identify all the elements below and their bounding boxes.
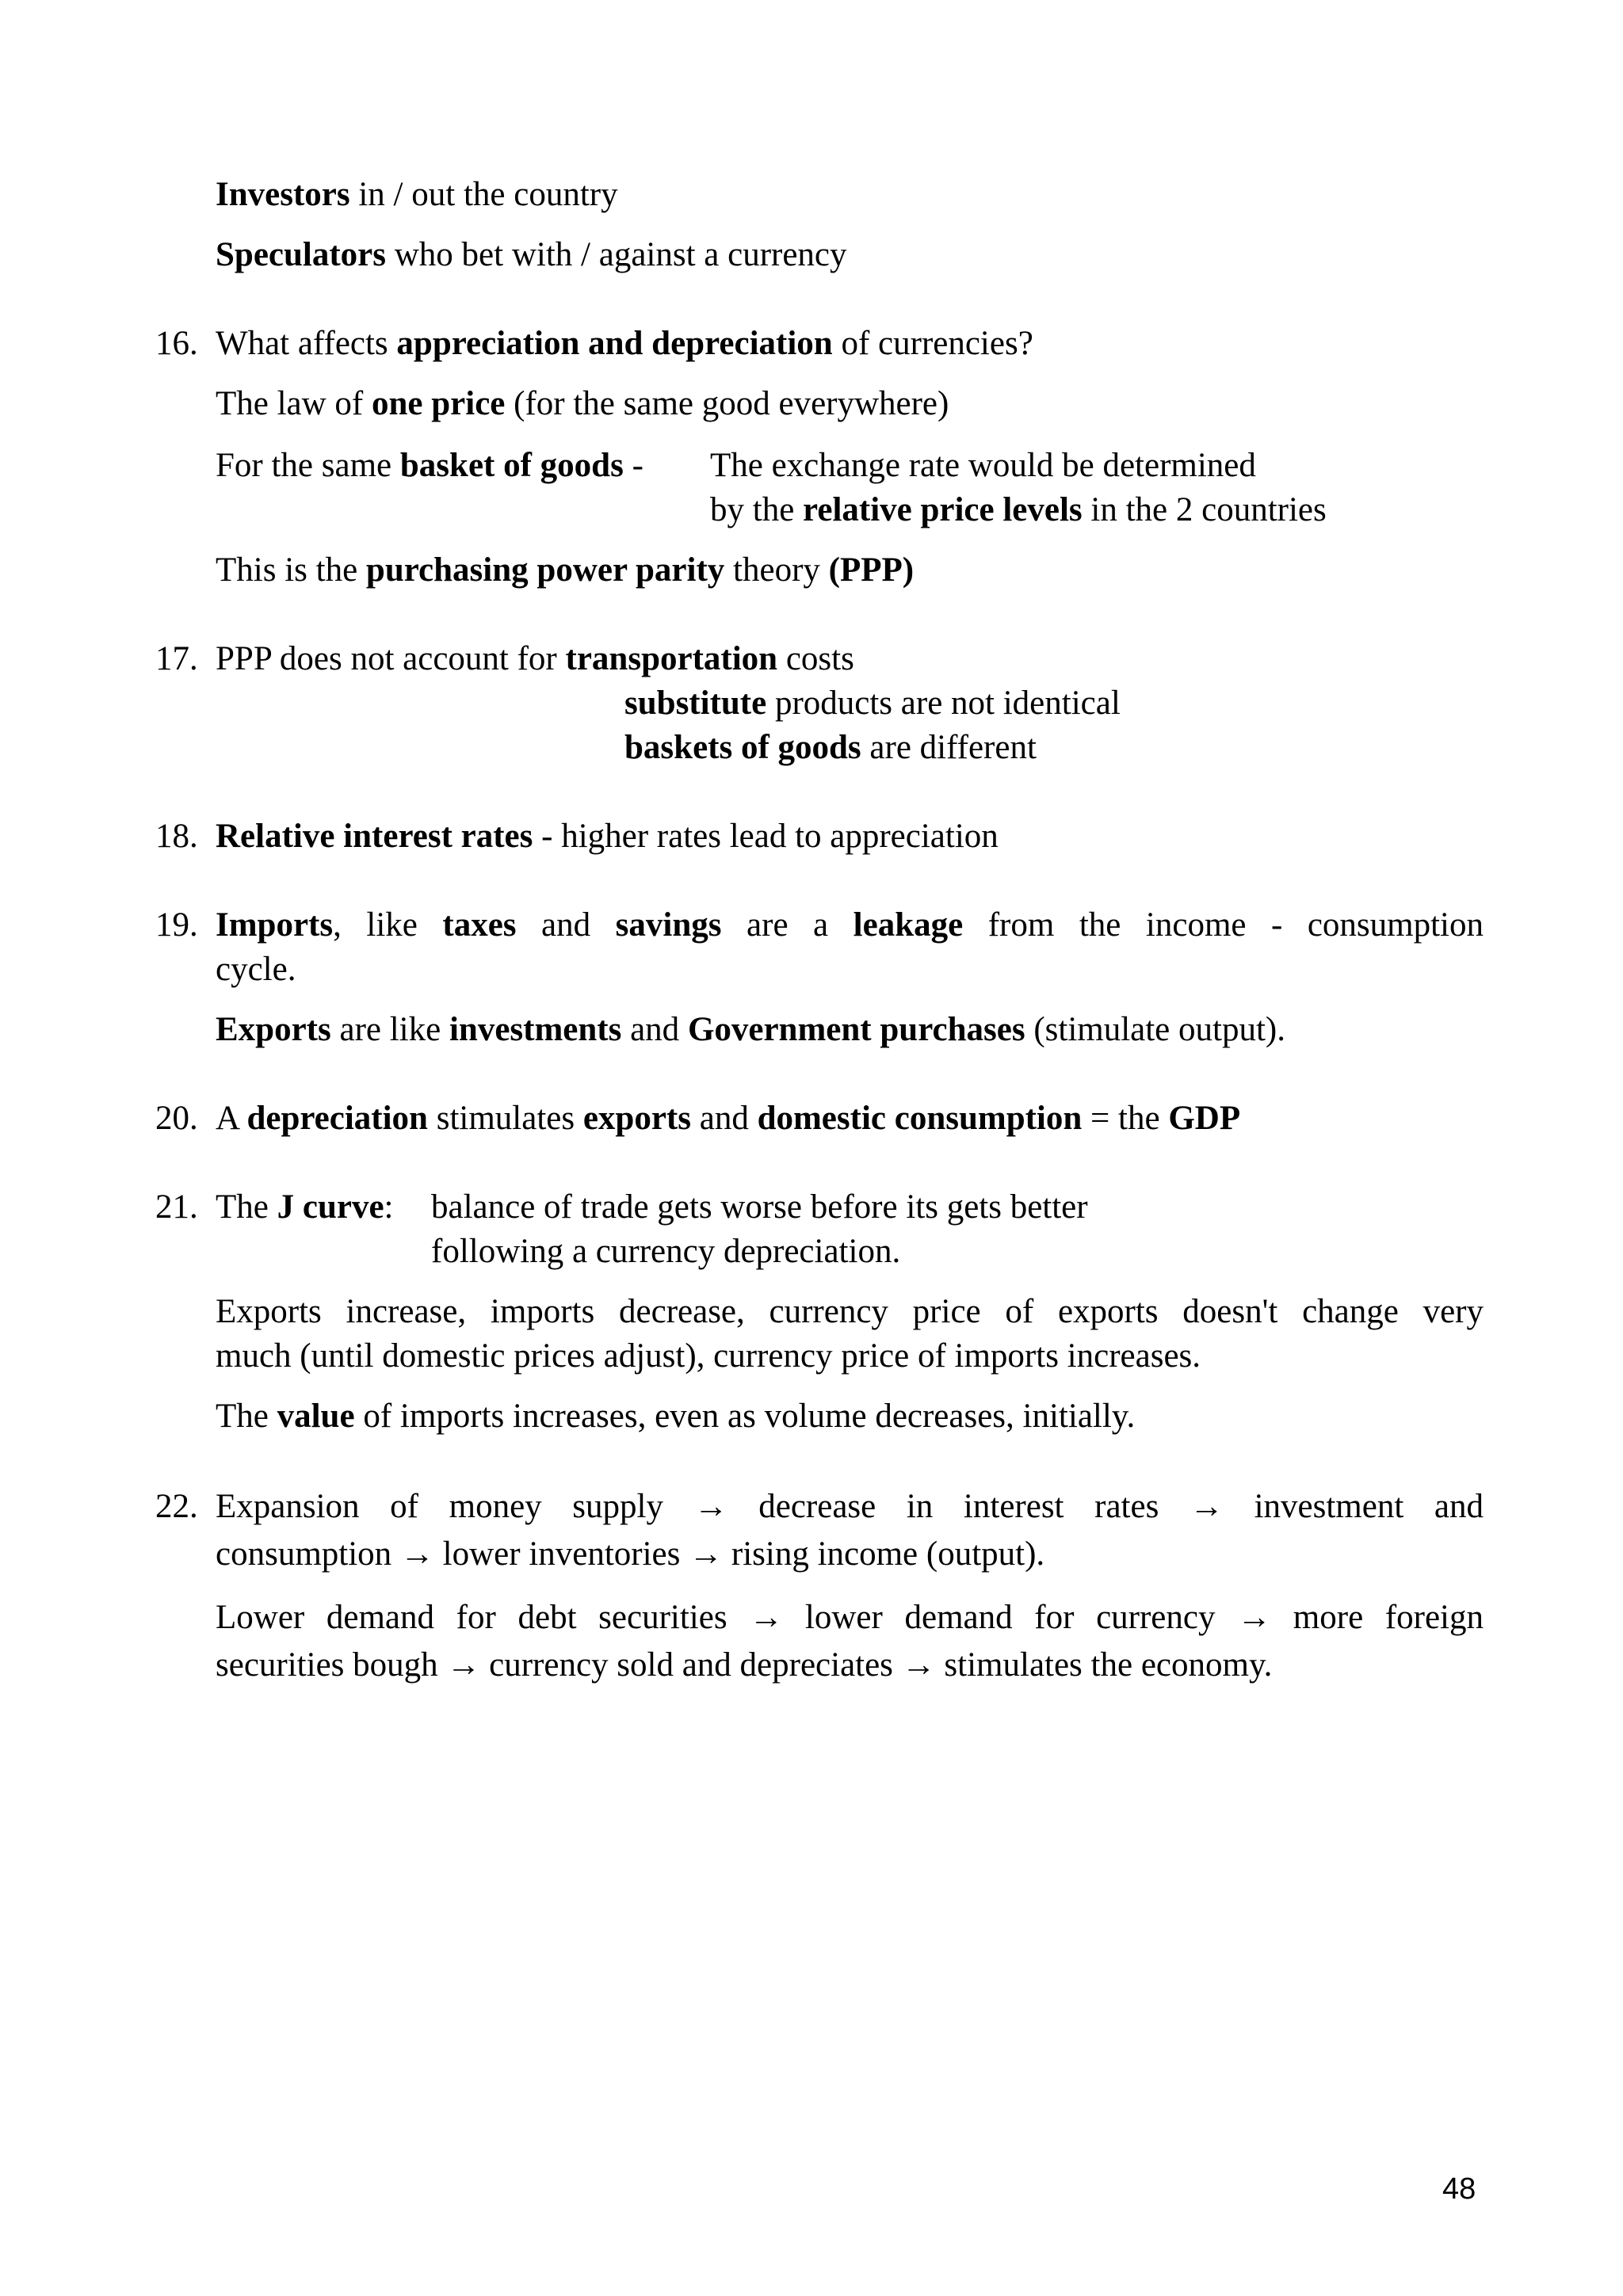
- item-19-number: 19.: [155, 906, 198, 944]
- item-21-line-2: following a currency depreciation.: [431, 1233, 901, 1270]
- item-22-line-1: Expansion of money supply → decrease in interest rates → investment and: [216, 1488, 1484, 1525]
- item-16-basket-explanation: The exchange rate would be determined: [710, 447, 1256, 484]
- item-21-line-1-label: The J curve:: [216, 1188, 394, 1226]
- page-number: 48: [1442, 2172, 1476, 2206]
- item-17-line-2: substitute products are not identical: [624, 685, 1121, 722]
- item-18-line: Relative interest rates - higher rates lead to appreciation: [216, 818, 999, 855]
- item-17-number: 17.: [155, 640, 198, 677]
- item-19-line-1: Imports, like taxes and savings are a leakage from the income - consumption: [216, 906, 1484, 944]
- item-16-basket-line: For the same basket of goods -: [216, 447, 643, 484]
- item-18-number: 18.: [155, 818, 198, 855]
- item-22-line-2: consumption → lower inventories → rising income (output).: [216, 1535, 1045, 1573]
- item-16-number: 16.: [155, 325, 198, 362]
- item-21-line-5: The value of imports increases, even as volume decreases, initially.: [216, 1398, 1136, 1435]
- item-21-line-1-text: balance of trade gets worse before its gets better: [431, 1188, 1088, 1226]
- item-17-line-1: PPP does not account for transportation costs: [216, 640, 854, 677]
- item-19-line-2: cycle.: [216, 951, 296, 988]
- item-19-line-3: Exports are like investments and Government purchases (stimulate output).: [216, 1011, 1285, 1048]
- item-21-line-4: much (until domestic prices adjust), currency price of imports increases.: [216, 1337, 1201, 1375]
- item-21-line-3: Exports increase, imports decrease, currency price of exports doesn't change very: [216, 1293, 1484, 1330]
- item-17-line-3: baskets of goods are different: [624, 729, 1037, 766]
- investors-line: Investors in / out the country: [216, 176, 618, 213]
- item-20-number: 20.: [155, 1100, 198, 1137]
- item-22-line-4: securities bough → currency sold and depreciates → stimulates the economy.: [216, 1646, 1273, 1684]
- item-22-number: 22.: [155, 1488, 198, 1525]
- item-22-line-3: Lower demand for debt securities → lower demand for currency → more foreign: [216, 1599, 1484, 1636]
- item-16-ppp-line: This is the purchasing power parity theory (PPP): [216, 551, 915, 589]
- speculators-line: Speculators who bet with / against a currency: [216, 236, 847, 273]
- item-16-question: What affects appreciation and depreciation of currencies?: [216, 325, 1033, 362]
- item-21-number: 21.: [155, 1188, 198, 1226]
- item-20-line: A depreciation stimulates exports and domestic consumption = the GDP: [216, 1100, 1241, 1137]
- item-16-law-line: The law of one price (for the same good everywhere): [216, 385, 949, 422]
- item-16-basket-explanation-2: by the relative price levels in the 2 countries: [710, 491, 1327, 528]
